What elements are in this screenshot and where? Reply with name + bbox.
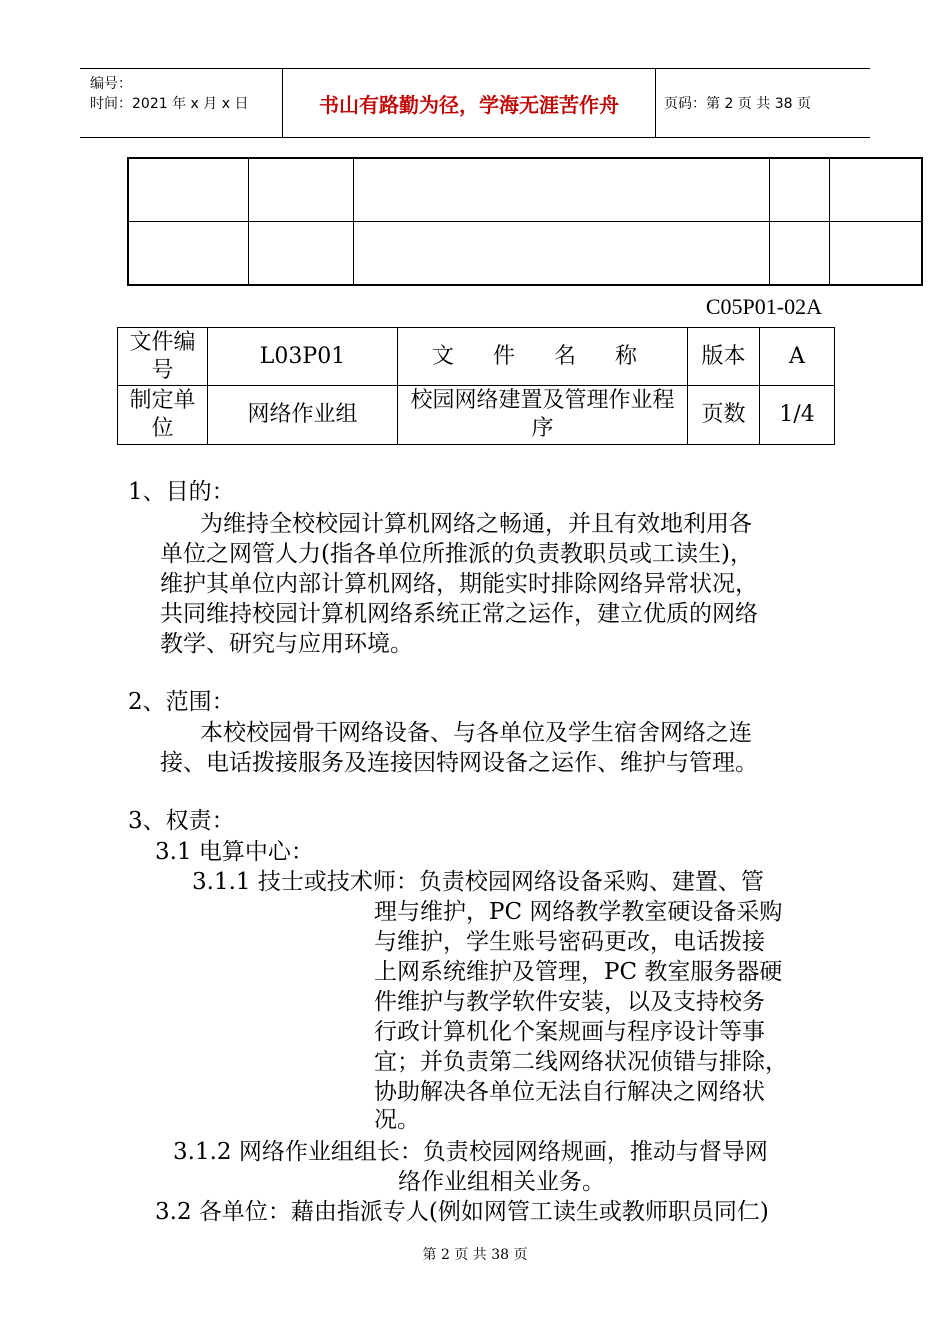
version-label: 版本 bbox=[688, 328, 760, 386]
section-3-1-2: 3.1.2 网络作业组组长：负责校园网络规画，推动与督导网 bbox=[173, 1139, 768, 1165]
unit-value: 网络作业组 bbox=[208, 386, 398, 445]
version-value: A bbox=[760, 328, 835, 386]
section-3-1-1-line: 宜；并负责第二线网络状况侦错与排除， bbox=[374, 1049, 788, 1075]
header-meta bbox=[80, 69, 282, 137]
file-name-value: 校园网络建置及管理作业程序 bbox=[398, 386, 688, 445]
document-code: C05P01-02A bbox=[705, 294, 822, 319]
page-header bbox=[80, 68, 870, 138]
scope-heading: 2、范围： bbox=[128, 689, 235, 715]
purpose-line: 维护其单位内部计算机网络，期能实时排除网络异常状况， bbox=[160, 571, 758, 597]
section-3-1-1-line: 协助解决各单位无法自行解决之网络状 bbox=[374, 1079, 765, 1105]
section-3-1-2-line: 络作业组相关业务。 bbox=[398, 1169, 605, 1195]
number-label: 编号： bbox=[90, 76, 132, 92]
scope-line: 接、电话拨接服务及连接因特网设备之运作、维护与管理。 bbox=[160, 750, 758, 776]
purpose-line: 共同维持校园计算机网络系统正常之运作，建立优质的网络 bbox=[160, 601, 758, 627]
pages-value: 1/4 bbox=[760, 386, 835, 445]
file-no-label: 文件编号 bbox=[118, 328, 208, 386]
time-label: 时间：2021 年 x 月 x 日 bbox=[90, 96, 249, 112]
section-3-1-1-line: 况。 bbox=[374, 1107, 420, 1133]
purpose-line: 为维持全校校园计算机网络之畅通，并且有效地利用各 bbox=[200, 511, 752, 537]
pages-label: 页数 bbox=[688, 386, 760, 445]
section-3-2: 3.2 各单位：藉由指派专人(例如网管工读生或教师职员同仁) bbox=[155, 1199, 769, 1225]
section-3-1-1-line: 件维护与教学软件安装，以及支持校务 bbox=[374, 989, 765, 1015]
file-no-value: L03P01 bbox=[208, 328, 398, 386]
duty-heading: 3、权责： bbox=[128, 808, 235, 834]
file-name-label: 文 件 名 称 bbox=[398, 328, 688, 386]
unit-label: 制定单位 bbox=[118, 386, 208, 445]
header-motto: 书山有路勤为径，学海无涯苦作舟 bbox=[282, 69, 656, 137]
page-footer: 第 2 页 共 38 页 bbox=[422, 1247, 528, 1263]
scope-line: 本校校园骨干网络设备、与各单位及学生宿舍网络之连 bbox=[200, 720, 752, 746]
header-page-info: 页码：第 2 页 共 38 页 bbox=[664, 96, 811, 112]
section-3-1-1: 3.1.1 技士或技术师：负责校园网络设备采购、建置、管 bbox=[192, 869, 764, 895]
purpose-line: 教学、研究与应用环境。 bbox=[160, 631, 413, 657]
section-3-1-1-line: 理与维护，PC 网络教学教室硬设备采购 bbox=[374, 899, 783, 925]
document-info-table bbox=[117, 327, 835, 445]
section-3-1: 3.1 电算中心： bbox=[155, 839, 314, 865]
section-3-1-1-line: 与维护，学生账号密码更改，电话拨接 bbox=[374, 929, 765, 955]
purpose-heading: 1、目的： bbox=[128, 479, 235, 505]
purpose-line: 单位之网管人力(指各单位所推派的负责教职员或工读生)， bbox=[160, 541, 753, 567]
section-3-1-1-line: 上网系统维护及管理，PC 教室服务器硬 bbox=[374, 959, 783, 985]
section-3-1-1-line: 行政计算机化个案规画与程序设计等事 bbox=[374, 1019, 765, 1045]
blank-grid-table bbox=[127, 157, 923, 286]
